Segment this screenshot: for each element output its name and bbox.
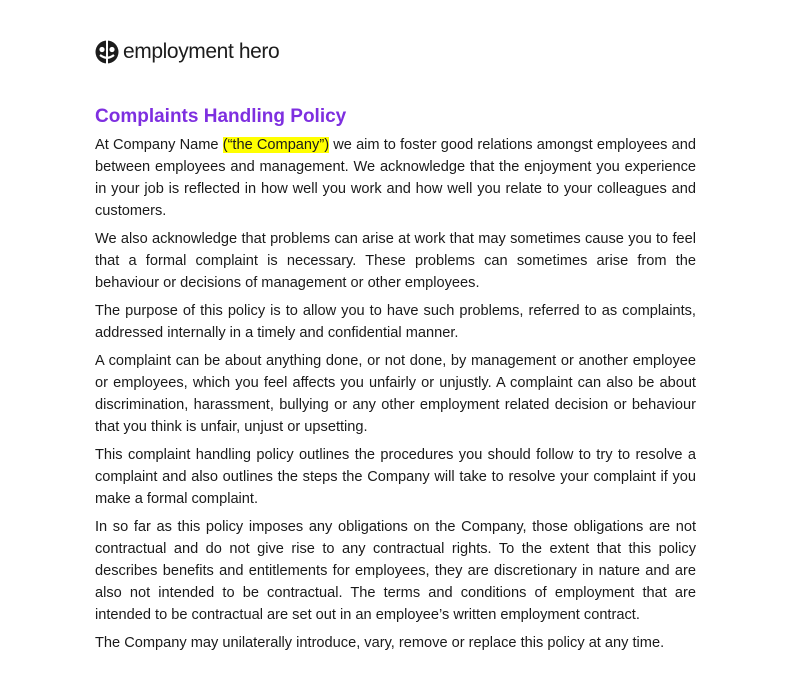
- intro-paragraph: [95, 134, 696, 222]
- paragraph-complaint-scope: A complaint can be about anything done, or not done, by management or another employee or employees, which you feel affects you unfairly or unjustly. A complaint can also be about discrimination, harassment, bullying or any other employment related decision or behaviour that you think is unfair, unjust or upsetting.: [95, 353, 696, 435]
- employment-hero-logo-icon: [95, 40, 119, 64]
- paragraph-problems: We also acknowledge that problems can arise at work that may sometimes cause you to feel that a formal complaint is necessary. These problems can sometimes arise from the behaviour or decisions of management or other employees.: [95, 231, 696, 291]
- paragraph-non-contractual: In so far as this policy imposes any obligations on the Company, those obligations are not contractual and do not give rise to any contractual rights. To the extent that this policy describes benefits and entitlements for employees, they are discretionary in nature and are also not intended to be contractual. The terms and conditions of employment that are intended to be contractual are set out in an employee’s written employment contract.: [95, 519, 696, 623]
- paragraph-purpose: The purpose of this policy is to allow you to have such problems, referred to as complaints, addressed internally in a timely and confidential manner.: [95, 303, 696, 341]
- company-placeholder-highlight: (“the Company”): [222, 137, 330, 153]
- intro-suffix: we aim to foster good relations amongst employees and between employees and management. We acknowledge that the enjoyment you experience in your job is reflected in how well you work and how well you relate to your colleagues and customers.: [95, 137, 696, 219]
- paragraph-procedures: This complaint handling policy outlines the procedures you should follow to try to resolve a complaint and also outlines the steps the Company will take to resolve your complaint if you make a formal complaint.: [95, 447, 696, 507]
- document-body: [95, 105, 696, 660]
- paragraph-variation: The Company may unilaterally introduce, vary, remove or replace this policy at any time.: [95, 635, 665, 651]
- brand-logo: [95, 40, 279, 64]
- page-title: Complaints Handling Policy: [95, 106, 347, 127]
- brand-name: employment hero: [123, 40, 280, 63]
- intro-prefix: At Company Name: [95, 137, 223, 153]
